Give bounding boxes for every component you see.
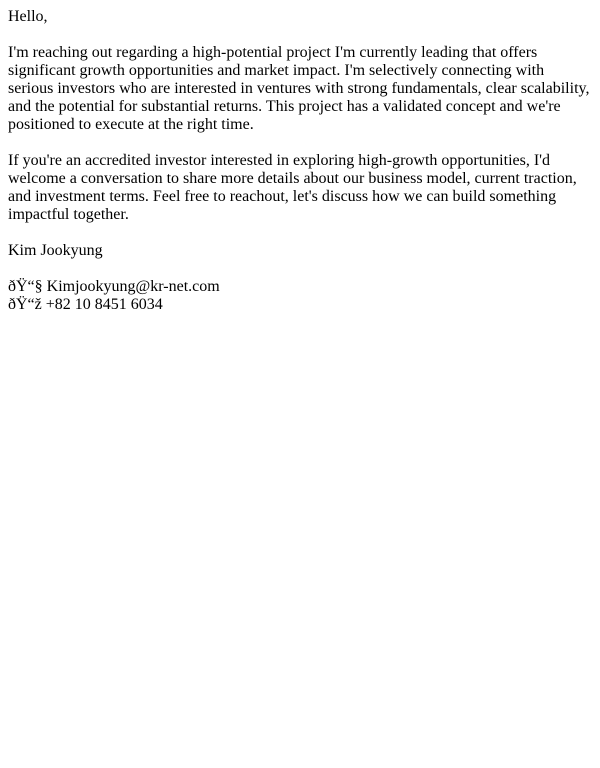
body-paragraph-2: If you're an accredited investor interested in exploring high-growth opportunities, I'd welcome a conversation to share more details about our business model, current traction, and investment terms. Feel free to reachout, let's discuss how we can build something impactful together.: [8, 152, 577, 223]
contact-phone: ðŸ“ž +82 10 8451 6034: [8, 296, 163, 313]
contact-email: ðŸ“§ Kimjookyung@kr-net.com: [8, 278, 220, 295]
email-body: [8, 8, 592, 314]
contact-block: [8, 278, 592, 314]
greeting: Hello,: [8, 8, 48, 25]
body-paragraph-1: I'm reaching out regarding a high-potential project I'm currently leading that offers significant growth opportunities and market impact. I'm selectively connecting with serious investors who are interested in ventures with strong fundamentals, clear scalability, and the potential for substantial returns. This project has a validated concept and we're positioned to execute at the right time.: [8, 44, 590, 133]
signature-name: Kim Jookyung: [8, 242, 103, 259]
